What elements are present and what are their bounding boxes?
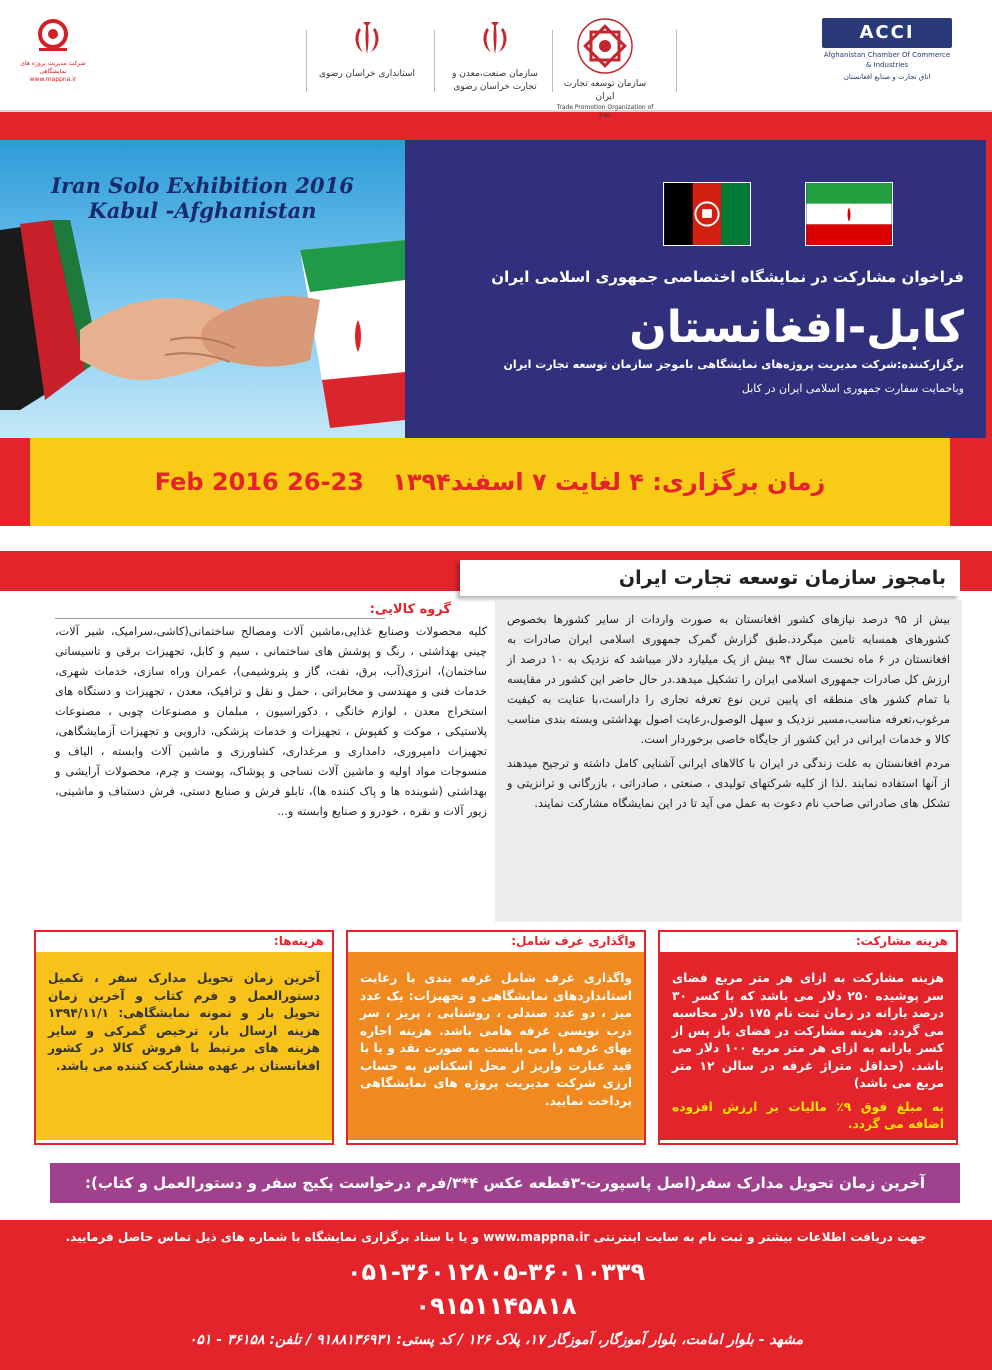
event-title-line2: Kabul -Afghanistan <box>88 198 317 223</box>
expenses-box <box>34 930 334 1145</box>
booth-allocation-body: واگذاری غرف شامل غرفه بندی با رعایت استانداردهای نمایشگاهی و تجهیزات: یک عدد میز ، دو عدد صندلی ، روشنایی ، پریز ، سر درب نویسی غرفه هامی باشد. هزینه اجاره بهای غرفه را می بایست به صورت نقد و یا با قید عبارت واریز از محل اسکناس به حساب ارزی شرکت مدیریت پروژه های نمایشگاهی پرداخت نمایید. <box>346 952 646 1140</box>
section-title: بامجوز سازمان توسعه تجارت ایران <box>460 560 960 596</box>
mappna-text: شرکت مدیریت پروژه های نمایشگاهی <box>20 60 86 75</box>
tpo-logo <box>555 18 655 120</box>
date-panel <box>30 438 950 526</box>
mappna-mark-icon <box>33 18 73 52</box>
vat-note: به مبلغ فوق ۹٪ مالیات بر ارزش افزوده اضافه می گردد. <box>672 1099 944 1131</box>
mappna-logo <box>8 18 98 84</box>
participation-cost-body <box>658 952 958 1140</box>
phone-mobile: ۰۹۱۵۱۱۴۵۸۱۸ <box>415 1292 577 1320</box>
iran-flag-icon <box>805 182 893 246</box>
participation-cost-title: هزینه مشارکت: <box>658 930 958 952</box>
logo-divider <box>306 30 307 92</box>
booth-allocation-box <box>346 930 646 1145</box>
industry-org-logo <box>440 18 550 94</box>
expenses-body: آخرین زمان تحویل مدارک سفر ، تکمیل دستورالعمل و فرم کتاب و آخرین زمان تحویل بار و نمونه نمایشگاهی: ۱۳۹۴/۱۱/۱ هزینه ارسال بار، ترخیص گمرکی و سایر هزینه های مرتبط با فروش کالا در کشور افغانستان بر عهده مشارکت کننده می باشد. <box>34 952 334 1140</box>
industry-org-text: سازمان صنعت،معدن و تجارت خراسان رضوی <box>452 69 538 92</box>
intro-text-box <box>495 600 962 922</box>
acci-logo-text-en: Afghanistan Chamber Of Commerce & Industries <box>823 51 951 69</box>
header-logos <box>0 0 992 119</box>
expenses-title: هزینه‌ها: <box>34 930 334 952</box>
organizer-line: برگزارکننده:شرکت مدیریت پروژه‌های نمایشگاهی باموجز سازمان توسعه تجارت ایران <box>503 358 964 371</box>
acci-logo-text-fa: اتاق تجارت و صنایع افغانستان <box>843 73 931 81</box>
document-deadline-bar: آخرین زمان تحویل مدارک سفر(اصل پاسپورت-۳قطعه عکس ۴*۳/فرم درخواست پکیج سفر و دستورالعمل و کتاب): <box>50 1163 960 1203</box>
event-city-title: کابل-افغانستان <box>629 302 964 353</box>
banner-image-panel <box>0 140 405 438</box>
mappna-url: www.mappna.ir <box>29 76 77 83</box>
acci-logo-mark: ACCI <box>822 18 952 48</box>
date-latin: 23-26 Feb 2016 <box>154 468 364 496</box>
booth-allocation-title: واگذاری غرف شامل: <box>346 930 646 952</box>
header-band <box>0 0 992 140</box>
call-for-participation: فراخوان مشارکت در نمایشگاه اختصاصی جمهوری اسلامی ایران <box>491 268 964 286</box>
product-groups-body: کلیه محصولات وصنایع غذایی،ماشین آلات ومصالح ساختمانی(کاشی،سرامیک، شیر آلات، چینی بهداشتی ، رنگ و پوشش های ساختمانی ، سیم و کابل، تجهیزات برقی و تاسیساتی ساختمان)، انرژی(آب، برق، نفت، گاز و پتروشیمی)، عمران وراه سازی، خدمات شهری، خدمات فنی و مهندسی و مخابراتی ، حمل و نقل و ترافیک، معدن ، تجهیزات و دستگاه های استخراج معدن ، لوازم خانگی ، دکوراسیون ، مبلمان و مصنوعات چوبی ، مصنوعات پلاستیکی ، موکت و کفپوش ، تجهیزات و خدمات پزشکی، دارویی و تجهیزات آزمایشگاهی، تجهیزات دامپروری، دامداری و مرغداری، کشاورزی و ماشین آلات وابسته ، الیاف و منسوجات مواد اولیه و ماشین آلات نساجی و پوشاک، پوست و چرم، محصولات آرایشی و بهداشتی (شوینده ها و پاک کننده ها)، تابلو فرش و صنایع دستی، فرش دستباف و ماشینی، زیور آلات و نقره ، خودرو و صنایع وابسته و... <box>55 625 487 818</box>
participation-cost-box <box>658 930 958 1145</box>
event-title-line1: Iran Solo Exhibition 2016 <box>51 173 354 198</box>
product-groups-title: گروه کالایی: <box>369 602 451 617</box>
footer-address: مشهد - بلوار امامت، بلوار آموزگار، آموزگار ۱۷، پلاک ۱۲۶ / کد پستی: ۹۱۸۸۱۳۶۹۳۱ / تلفن: ۳۶۱۵۸ - ۰۵۱ <box>188 1332 804 1348</box>
phone-landline: ۰۵۱-۳۶۰۱۲۸۰۵-۳۶۰۱۰۳۳۹ <box>346 1258 646 1286</box>
footer <box>0 1220 992 1370</box>
banner <box>0 140 992 438</box>
iran-emblem-icon <box>477 18 513 58</box>
tpo-logo-text: سازمان توسعه تجارت ایران <box>563 79 647 102</box>
iran-emblem-icon <box>349 18 385 58</box>
intro-paragraph-1: بیش از ۹۵ درصد نیازهای کشور افغانستان به صورت واردات از سایر کشورها بخصوص کشورهای همسایه تامین میگردد.طبق گزارش گمرک جمهوری اسلامی ایران صادرات به افغانستان در ۶ ماه نخست سال ۹۴ بیش از یک میلیارد دلار میباشد که نزدیک به ۱۰ درصد از ارزش کل صادرات جمهوری اسلامی ایران را تشکیل میدهد.در حال حاضر این کشور در مقایسه با تمام کشور های منطقه ای پایین ترین نوع تعرفه تجاری را داراست،با عنایت به کیفیت مرغوب،تعرفه مناسب،مسیر نزدیک و سهل الوصول،رعایت اصول بهداشتی وبسته بندی مناسب کالا و خدمات ایرانی در این کشور از جایگاه خاصی برخوردار است. <box>507 613 951 746</box>
intro-paragraph-2: مردم افغانستان به علت زندگی در ایران با کالاهای ایرانی آشنایی کامل داشته و ترجیح میدهند از آنها استفاده نمایند .لذا از کلیه شرکتهای تولیدی ، صنعتی ، صادراتی ، بازرگانی و ترانزیتی و تشکل های صادراتی صاحب نام دعوت به عمل می آید تا در این نمایشگاه مشارکت نمایند. <box>507 757 950 810</box>
cost-boxes <box>30 930 962 1150</box>
acci-logo <box>822 18 952 82</box>
logo-divider <box>434 30 435 92</box>
banner-text-panel <box>405 140 992 438</box>
governorate-text: استانداری خراسان رضوی <box>319 69 415 79</box>
logo-divider <box>552 30 553 92</box>
product-groups <box>55 600 487 922</box>
date-bar <box>0 438 992 526</box>
date-persian: زمان برگزاری: ۴ لغایت ۷ اسفند۱۳۹۴ <box>392 468 826 496</box>
handshake-illustration <box>0 210 405 438</box>
afghanistan-flag-icon <box>663 182 751 246</box>
logo-divider <box>676 30 677 92</box>
footer-contact-info: جهت دریافت اطلاعات بیشتر و ثبت نام به سایت اینترنتی www.mappna.ir و یا با ستاد برگزاری نمایشگاه با شماره های ذیل تماس حاصل فرمایید. <box>65 1230 927 1244</box>
support-line: وباحمایت سفارت جمهوری اسلامی ایران در کابل <box>741 382 964 395</box>
participation-cost-text: هزینه مشارکت به ازای هر متر مربع فضای سر پوشیده ۲۵۰ دلار می باشد که با کسر ۳۰ درصد یارانه در زمان ثبت نام ۱۷۵ دلار محاسبه می گردد. هزینه مشارکت در فضای باز پس از کسر یارانه به ازای هر متر مربع ۱۰۰ دلار می باشد. (حداقل متراژ غرفه در سالن ۱۲ متر مربع می باشد) <box>672 971 944 1090</box>
tpo-logo-text-en: Trade Promotion Organization of Iran <box>556 104 654 119</box>
tpo-star-icon <box>577 18 633 74</box>
governorate-logo <box>312 18 422 81</box>
